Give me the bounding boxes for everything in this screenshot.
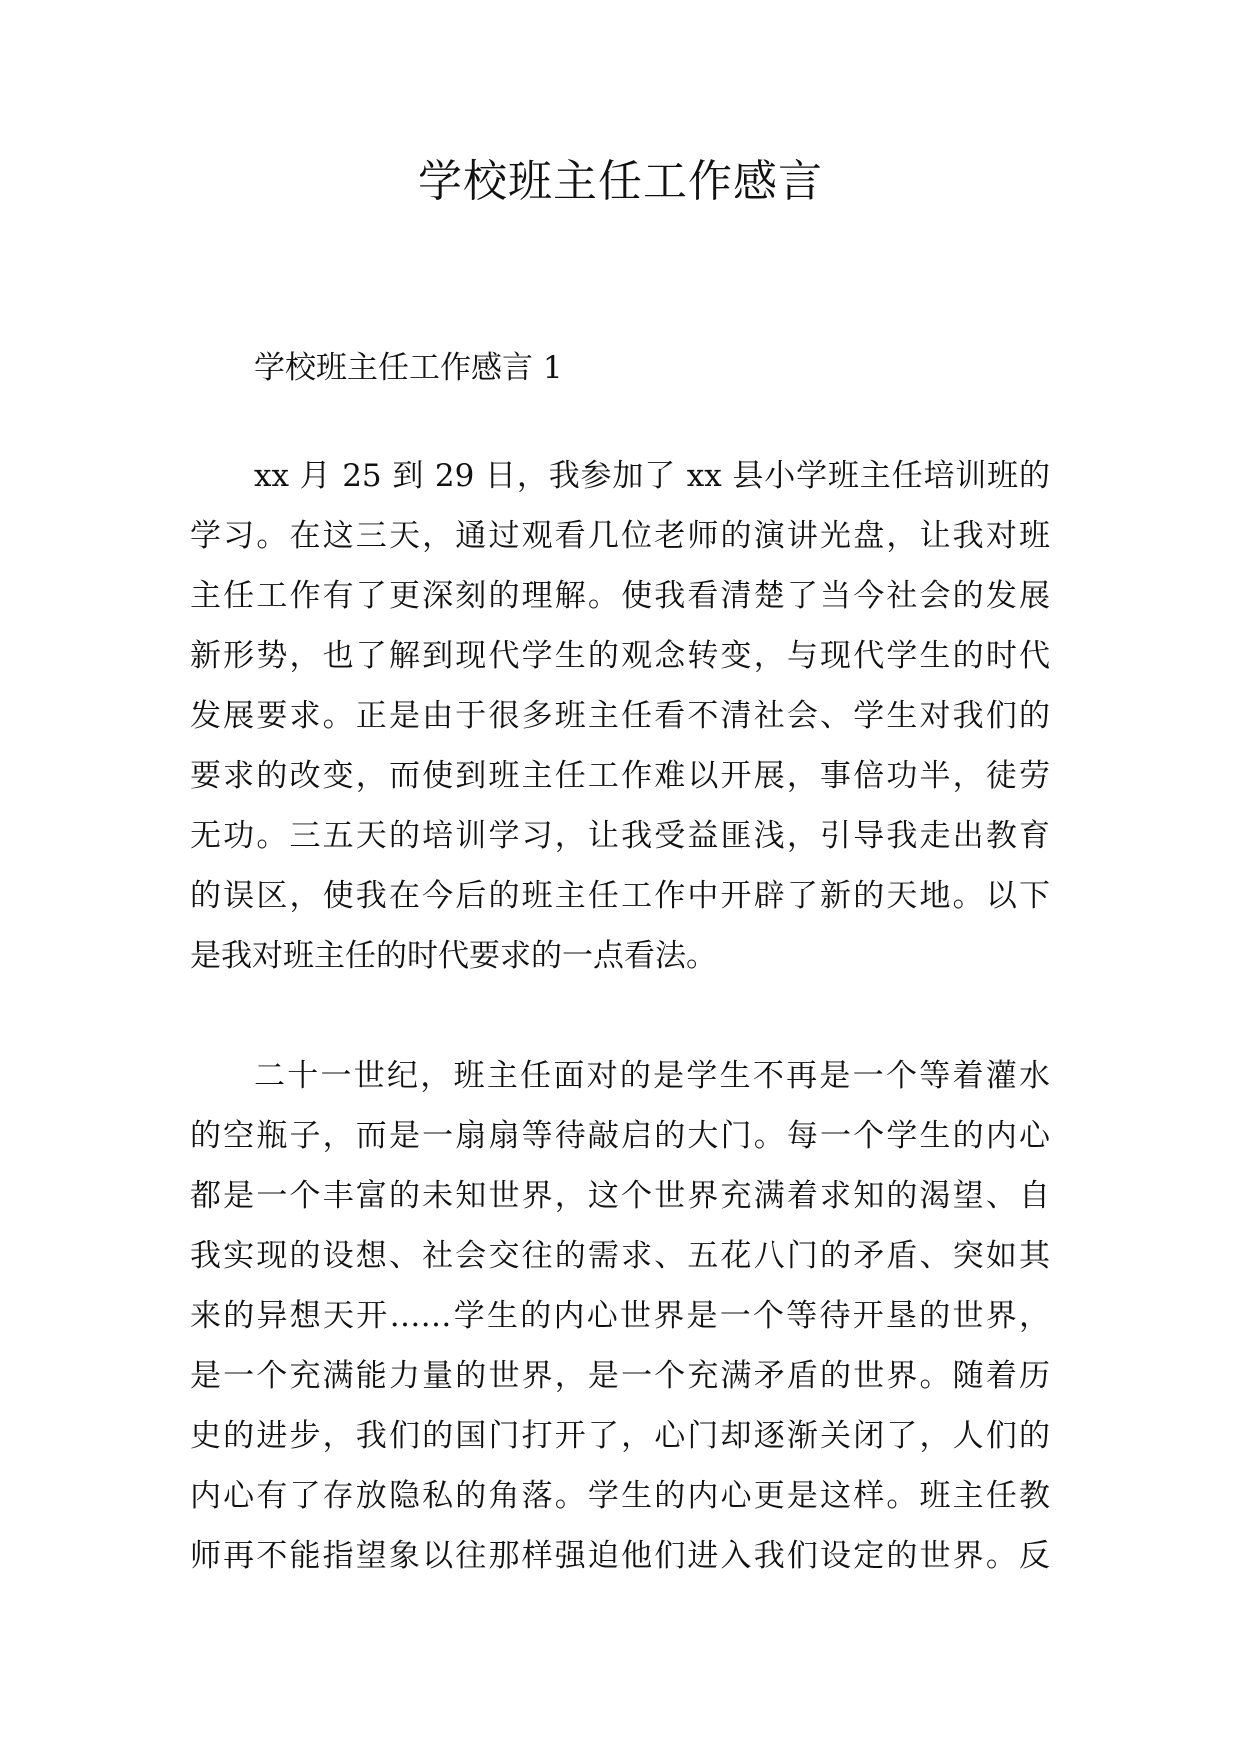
paragraph-line: 的误区，使我在今后的班主任工作中开辟了新的天地。以下 [190, 878, 1050, 914]
paragraph-line: xx 月 25 到 29 日，我参加了 xx 县小学班主任培训班的 [254, 458, 1050, 494]
paragraph-line: 是我对班主任的时代要求的一点看法。 [190, 938, 717, 974]
document-title: 学校班主任工作感言 [418, 156, 823, 207]
paragraph-line: 师再不能指望象以往那样强迫他们进入我们设定的世界。反 [190, 1538, 1050, 1574]
paragraph-line: 发展要求。正是由于很多班主任看不清社会、学生对我们的 [190, 698, 1050, 734]
paragraph-line: 是一个充满能力量的世界，是一个充满矛盾的世界。随着历 [190, 1358, 1050, 1394]
paragraph-line: 内心有了存放隐私的角落。学生的内心更是这样。班主任教 [190, 1478, 1050, 1514]
paragraph-line: 学习。在这三天，通过观看几位老师的演讲光盘，让我对班 [190, 518, 1050, 554]
paragraph-line: 无功。三五天的培训学习，让我受益匪浅，引导我走出教育 [190, 818, 1050, 854]
paragraph-line: 新形势，也了解到现代学生的观念转变，与现代学生的时代 [190, 638, 1050, 674]
paragraph-line: 要求的改变，而使到班主任工作难以开展，事倍功半，徒劳 [190, 758, 1050, 794]
paragraph-line: 主任工作有了更深刻的理解。使我看清楚了当今社会的发展 [190, 578, 1050, 614]
paragraph-line: 我实现的设想、社会交往的需求、五花八门的矛盾、突如其 [190, 1238, 1050, 1274]
paragraph-line: 的空瓶子，而是一扇扇等待敲启的大门。每一个学生的内心 [190, 1118, 1050, 1154]
document-body [190, 338, 1050, 1586]
paragraph-line: 二十一世纪，班主任面对的是学生不再是一个等着灌水 [254, 1058, 1050, 1094]
paragraph-line: 都是一个丰富的未知世界，这个世界充满着求知的渴望、自 [190, 1178, 1050, 1214]
paragraph-1 [190, 446, 1050, 986]
paragraph-2 [190, 1046, 1050, 1586]
paragraph-line: 史的进步，我们的国门打开了，心门却逐渐关闭了，人们的 [190, 1418, 1050, 1454]
section-heading: 学校班主任工作感言 1 [254, 350, 563, 386]
paragraph-line: 来的异想天开……学生的内心世界是一个等待开垦的世界， [190, 1298, 1050, 1334]
